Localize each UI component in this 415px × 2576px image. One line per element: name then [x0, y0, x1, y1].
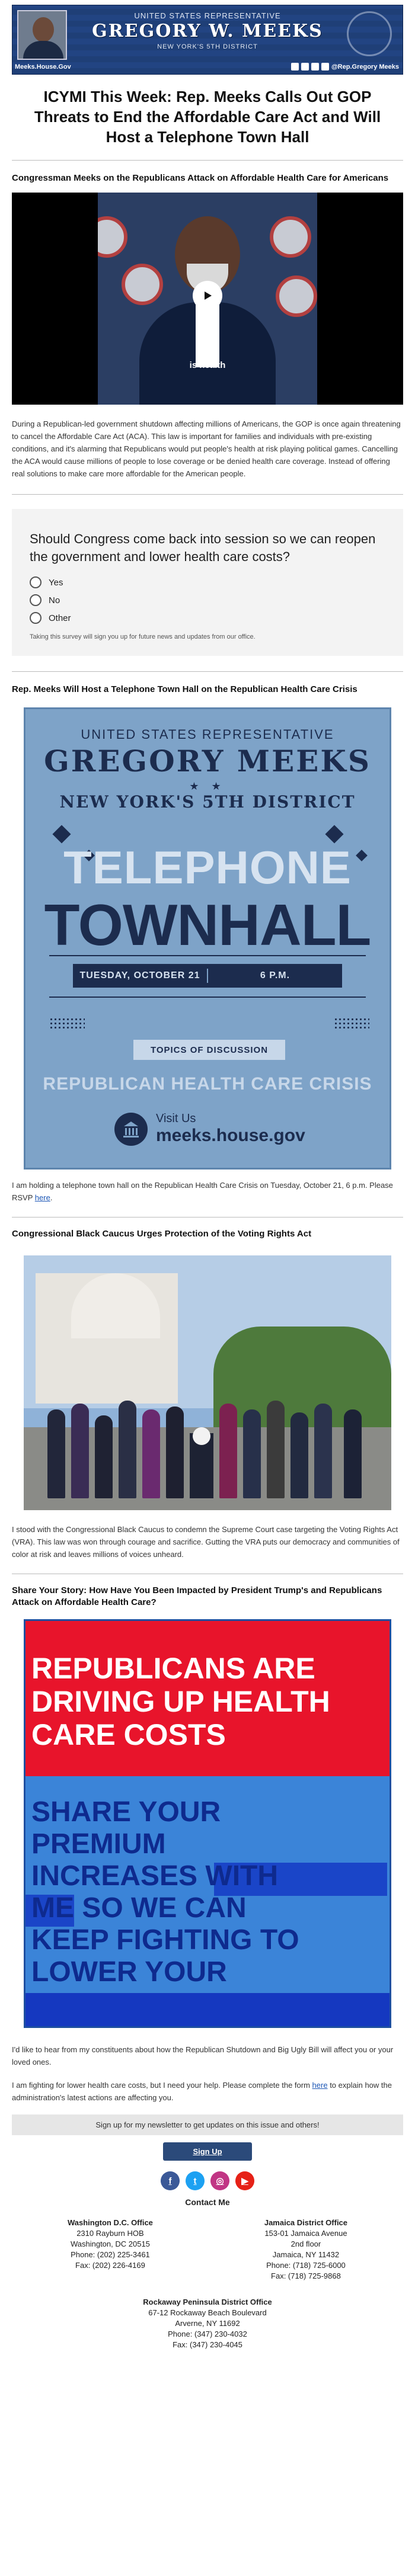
capitol-icon [114, 1113, 148, 1146]
section-heading-aca: Congressman Meeks on the Republicans Attack on Affordable Health Care for Americans [12, 173, 389, 183]
survey-box [12, 509, 403, 656]
townhall-word-telephone: TELEPHONE [63, 841, 352, 893]
townhall-body-text: I am holding a telephone town hall on the Republican Health Care Crisis on Tuesday, October 21, 6 p.m. Please RSVP [12, 1181, 393, 1202]
poster-red-text: REPUBLICANS ARE DRIVING UP HEALTH CARE COSTS [31, 1652, 330, 1751]
newsletter-signup [12, 2114, 403, 2135]
townhall-date-bar [73, 964, 342, 988]
section-body-aca: During a Republican-led government shutdown affecting millions of Americans, the GOP is once again threatening to cancel the Affordable Care Act (ACA). This law is important for families and individuals with pre-existing conditions, and it's alarming that Republicans would put people's health at risk playing political games. Cancelling the ACA would cause millions of people to lose coverage or be denied health care coverage. Instead of offering real solutions to make care more affordable for the American people. [12, 419, 401, 478]
townhall-visit [114, 1112, 305, 1146]
social-icons-row [12, 2171, 403, 2190]
survey-option-label: No [49, 595, 60, 605]
section-body-vra: I stood with the Congressional Black Caucus to condemn the Supreme Court case targeting the Voting Rights Act (VRA). This law was won through courage and sacrifice. Gutting the VRA puts our democracy and communities of color at risk and leaves millions of voices unheard. [12, 1525, 400, 1559]
divider [12, 160, 403, 161]
play-button[interactable] [193, 281, 222, 310]
radio-button[interactable] [30, 576, 42, 588]
section-heading-vra: Congressional Black Caucus Urges Protection of the Voting Rights Act [12, 1229, 312, 1239]
rockaway-office: Rockaway Peninsula District Office 67-12 Rockaway Beach Boulevard Arverne, NY 11692 Phone: (347) 230-4032 Fax: (347) 230-4045 [143, 2298, 272, 2349]
dc-office: Washington D.C. Office 2310 Rayburn HOB Washington, DC 20515 Phone: (202) 225-3461 Fax: (202) 226-4169 [67, 2218, 153, 2270]
banner-district: NEW YORK'S 5TH DISTRICT [157, 43, 258, 50]
townhall-top-line: UNITED STATES REPRESENTATIVE [81, 727, 334, 742]
jamaica-office: Jamaica District Office 153-01 Jamaica Avenue 2nd floor Jamaica, NY 11432 Phone: (718) 725-6000 Fax: (718) 725-9868 [264, 2218, 348, 2280]
survey-option-label: Yes [49, 577, 63, 588]
facebook-icon[interactable]: f [161, 2171, 180, 2190]
play-icon [202, 290, 213, 302]
townhall-time: 6 P.M. [260, 970, 290, 981]
cbc-press-photo [24, 1255, 391, 1510]
video-caption: is health [189, 360, 226, 370]
signup-text: Sign up for my newsletter to get updates on this issue and others! [95, 2120, 320, 2129]
share-story-body-1: I'd like to hear from my constituents about how the Republican Shutdown and Big Ugly Bill will affect you or your loved ones. [12, 2045, 394, 2066]
video-player[interactable] [12, 193, 403, 405]
rsvp-link[interactable]: here [34, 1193, 50, 1202]
banner-social-bar [291, 63, 399, 71]
youtube-icon [321, 63, 329, 71]
header-banner[interactable] [12, 5, 403, 75]
survey-note: Taking this survey will sign you up for future news and updates from our office. [30, 633, 256, 640]
townhall-url: meeks.house.gov [156, 1126, 305, 1145]
congress-seal-icon [347, 11, 392, 56]
youtube-icon[interactable]: ▶ [235, 2171, 254, 2190]
survey-option-yes[interactable] [30, 576, 385, 588]
instagram-icon[interactable]: ◎ [210, 2171, 229, 2190]
contact-heading: Contact Me [185, 2197, 230, 2207]
townhall-date: TUESDAY, OCTOBER 21 [79, 970, 200, 981]
townhall-district: NEW YORK'S 5TH DISTRICT [59, 792, 356, 812]
section-heading-townhall: Rep. Meeks Will Host a Telephone Town Hall on the Republican Health Care Crisis [12, 684, 357, 694]
banner-website-tag: Meeks.House.Gov [15, 63, 71, 71]
survey-option-no[interactable] [30, 594, 385, 606]
offices-row [12, 2218, 403, 2282]
radio-button[interactable] [30, 594, 42, 606]
townhall-visit-label: Visit Us [156, 1112, 196, 1125]
survey-question: Should Congress come back into session so we can reopen the government and lower health care costs? [30, 531, 376, 564]
survey-option-label: Other [49, 613, 71, 623]
section-body-townhall: I am holding a telephone town hall on the Republican Health Care Crisis on Tuesday, October 21, 6 p.m. Please RSVP here. [12, 1181, 393, 1202]
townhall-stars: ★ ★ [189, 780, 226, 792]
twitter-icon [301, 63, 309, 71]
divider [12, 494, 403, 495]
share-story-body-2: I am fighting for lower health care costs, but I need your help. Please complete the form here to explain how the administration's latest actions are affecting you. [12, 2081, 392, 2102]
page-headline: ICYMI This Week: Rep. Meeks Calls Out GOP Threats to End the Affordable Care Act and Will Host a Telephone Town Hall [34, 88, 381, 146]
banner-top-line: UNITED STATES REPRESENTATIVE [134, 11, 281, 20]
townhall-graphic [24, 707, 391, 1170]
share-story-form-link[interactable]: here [312, 2081, 328, 2090]
banner-social-handle: @Rep.Gregory Meeks [331, 63, 399, 71]
instagram-icon [311, 63, 319, 71]
townhall-word-townhall: TOWNHALL [44, 892, 371, 957]
survey-option-other[interactable] [30, 612, 385, 624]
townhall-topics-label: TOPICS OF DISCUSSION [133, 1040, 285, 1060]
banner-name: GREGORY W. MEEKS [92, 21, 323, 41]
health-costs-poster [24, 1619, 391, 2028]
signup-button[interactable]: Sign Up [163, 2142, 252, 2161]
twitter-icon[interactable]: t [186, 2171, 205, 2190]
radio-button[interactable] [30, 612, 42, 624]
townhall-crisis: REPUBLICAN HEALTH CARE CRISIS [43, 1074, 372, 1094]
poster-blue-text: SHARE YOUR PREMIUM INCREASES WITH ME SO WE CAN KEEP FIGHTING TO LOWER YOUR [31, 1796, 299, 1988]
townhall-name: GREGORY MEEKS [44, 744, 371, 778]
facebook-icon [291, 63, 299, 71]
section-heading-share-story: Share Your Story: How Have You Been Impacted by President Trump's and Republicans Attack on Affordable Health Care? [12, 1585, 382, 1607]
divider [12, 671, 403, 672]
